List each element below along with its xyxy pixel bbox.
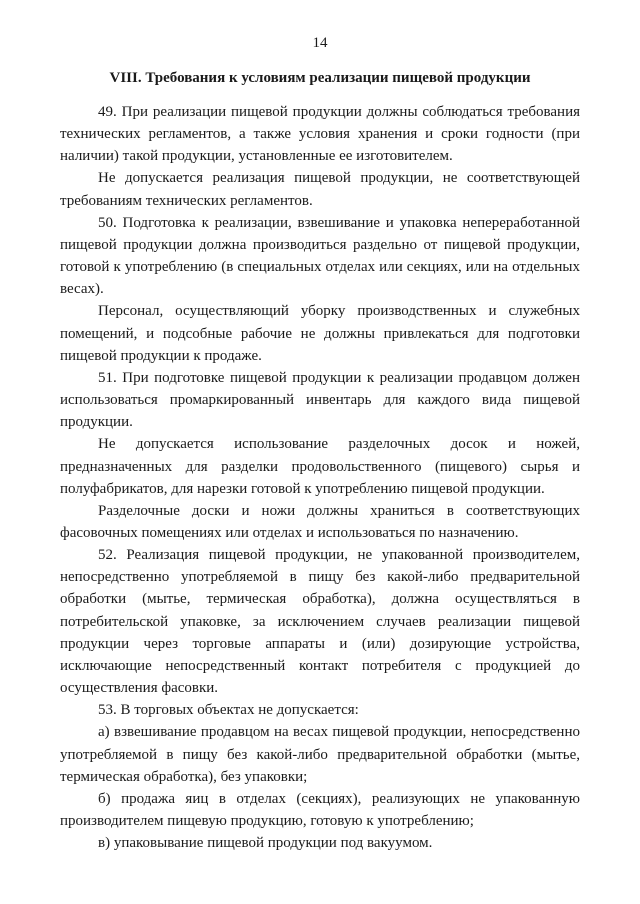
- paragraph-49-note: Не допускается реализация пищевой продукции, не соответствующей требованиям технических регламентов.: [60, 170, 580, 209]
- page-number: 14: [312, 35, 328, 51]
- paragraph-51-storage: Разделочные доски и ножи должны храниться в соответствующих фасовочных помещениях или отделах и использоваться по назначению.: [60, 502, 580, 541]
- paragraph-53-c: в) упаковывание пищевой продукции под вакуумом.: [98, 835, 433, 852]
- paragraph-51: 51. При подготовке пищевой продукции к реализации продавцом должен использоваться промаркированный инвентарь для каждого вида пищевой продукции.: [60, 369, 580, 431]
- document-body: [60, 101, 580, 854]
- paragraph-50: 50. Подготовка к реализации, взвешивание и упаковка непереработанной пищевой продукции должна производиться раздельно от пищевой продукции, готовой к употреблению (в специальных отделах или секциях, или на отдельных весах).: [60, 214, 580, 298]
- section-title: VIII. Требования к условиям реализации пищевой продукции: [109, 70, 531, 86]
- paragraph-52: 52. Реализация пищевой продукции, не упакованной производителем, непосредственно употребляемой в пищу без какой-либо предварительной обработки (мытье, термическая обработка), должна осуществляться в потребительской упаковке, за исключением случаев реализации пищевой продукции через торговые аппараты и (или) дозирующие устройства, исключающие непосредственный контакт потребителя с продукцией до осуществления фасовки.: [60, 547, 580, 697]
- paragraph-53-a: а) взвешивание продавцом на весах пищевой продукции, непосредственно употребляемой в пищу без какой-либо предварительной обработки (мытье, термическая обработка), без упаковки;: [60, 724, 580, 785]
- paragraph-53: 53. В торговых объектах не допускается:: [98, 702, 359, 719]
- paragraph-49: 49. При реализации пищевой продукции должны соблюдаться требования технических регламентов, а также условия хранения и сроки годности (при наличии) такой продукции, установленные ее изготовителем.: [60, 104, 580, 165]
- paragraph-51-boards: Не допускается использование разделочных досок и ножей, предназначенных для разделки продовольственного (пищевого) сырья и полуфабрикатов, для нарезки готовой к употреблению пищевой продукции.: [60, 436, 580, 497]
- paragraph-53-b: б) продажа яиц в отделах (секциях), реализующих не упакованную производителем пищевую продукцию, готовую к употреблению;: [60, 790, 580, 829]
- paragraph-50-staff: Персонал, осуществляющий уборку производственных и служебных помещений, и подсобные рабочие не должны привлекаться для подготовки пищевой продукции к продаже.: [60, 303, 580, 364]
